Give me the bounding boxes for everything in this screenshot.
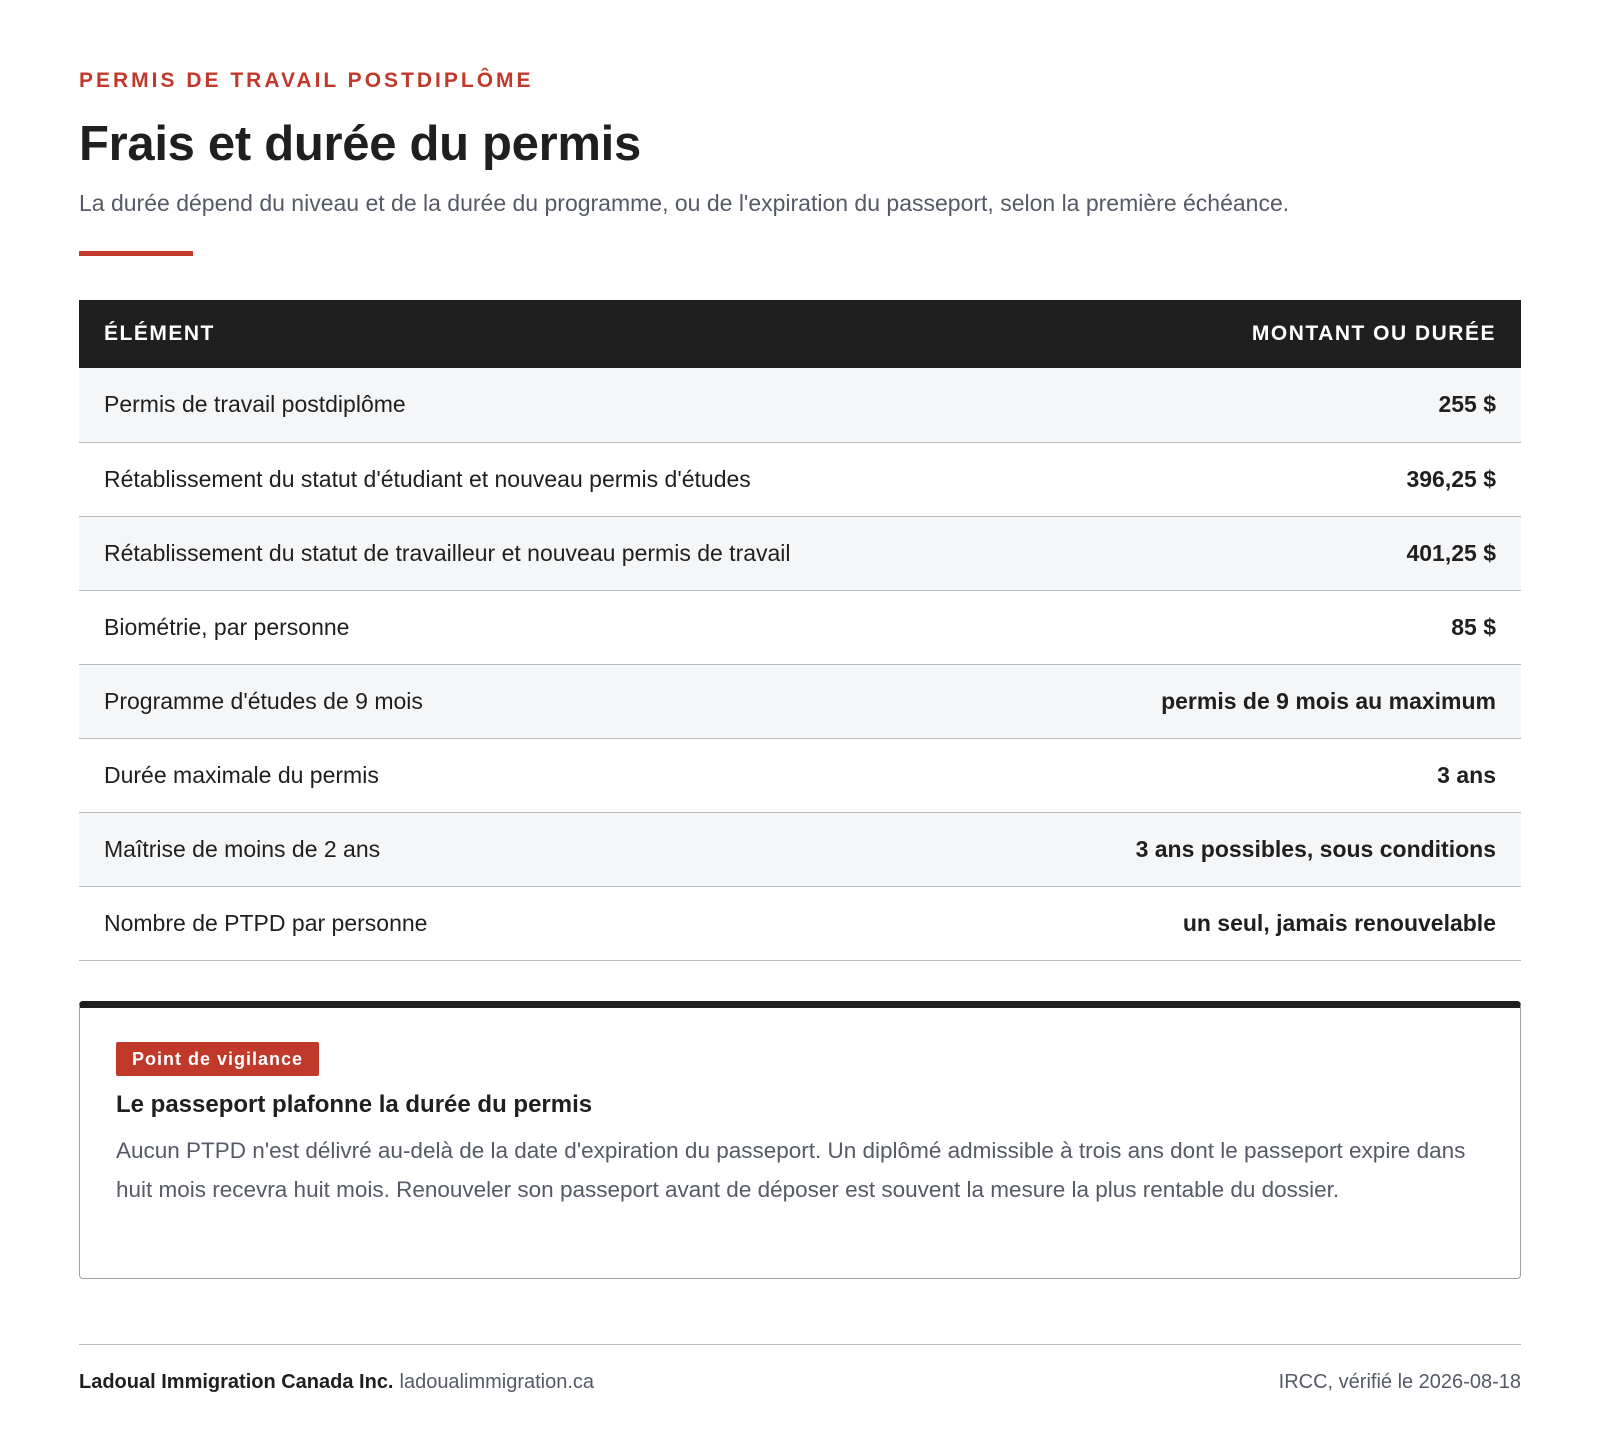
callout-body: Aucun PTPD n'est délivré au-delà de la date d'expiration du passeport. Un diplômé admissible à trois ans dont le passeport expire dans huit mois recevra huit mois. Renouveler son passeport avant de déposer est souvent la mesure la plus rentable du dossier.	[116, 1137, 1466, 1202]
table-row	[79, 664, 1521, 738]
row-value: 85 $	[1005, 590, 1521, 664]
table-row	[79, 812, 1521, 886]
eyebrow-label: PERMIS DE TRAVAIL POSTDIPLÔME	[79, 69, 534, 92]
row-value: 401,25 $	[1005, 516, 1521, 590]
table-row	[79, 442, 1521, 516]
row-label: Rétablissement du statut de travailleur et nouveau permis de travail	[79, 516, 1005, 590]
column-header-amount: MONTANT OU DURÉE	[1005, 300, 1521, 368]
row-value: permis de 9 mois au maximum	[1005, 664, 1521, 738]
accent-divider	[79, 251, 193, 256]
table-header-row	[79, 300, 1521, 368]
table-row	[79, 738, 1521, 812]
callout-title: Le passeport plafonne la durée du permis	[116, 1090, 593, 1118]
company-name: Ladoual Immigration Canada Inc.	[79, 1371, 394, 1393]
row-label: Biométrie, par personne	[79, 590, 1005, 664]
row-label: Permis de travail postdiplôme	[79, 368, 1005, 442]
footer	[79, 1344, 1521, 1394]
table-row	[79, 886, 1521, 960]
vigilance-callout	[79, 1001, 1521, 1279]
fees-table	[79, 300, 1521, 961]
table-row	[79, 368, 1521, 442]
company-website: ladoualimmigration.ca	[399, 1371, 595, 1393]
column-header-element: ÉLÉMENT	[79, 300, 1005, 368]
row-label: Nombre de PTPD par personne	[79, 886, 1005, 960]
vigilance-badge: Point de vigilance	[116, 1042, 319, 1076]
row-value: 255 $	[1005, 368, 1521, 442]
row-label: Durée maximale du permis	[79, 738, 1005, 812]
table-row	[79, 516, 1521, 590]
row-label: Rétablissement du statut d'étudiant et nouveau permis d'études	[79, 442, 1005, 516]
row-value: 3 ans possibles, sous conditions	[1005, 812, 1521, 886]
row-label: Maîtrise de moins de 2 ans	[79, 812, 1005, 886]
page-title: Frais et durée du permis	[79, 117, 641, 171]
source-verification: IRCC, vérifié le 2026-08-18	[1278, 1371, 1521, 1393]
row-value: 3 ans	[1005, 738, 1521, 812]
table-row	[79, 590, 1521, 664]
row-value: 396,25 $	[1005, 442, 1521, 516]
row-value: un seul, jamais renouvelable	[1005, 886, 1521, 960]
footer-attribution	[79, 1371, 594, 1394]
row-label: Programme d'études de 9 mois	[79, 664, 1005, 738]
page-subtitle: La durée dépend du niveau et de la durée du programme, ou de l'expiration du passeport, selon la première échéance.	[79, 190, 1290, 216]
